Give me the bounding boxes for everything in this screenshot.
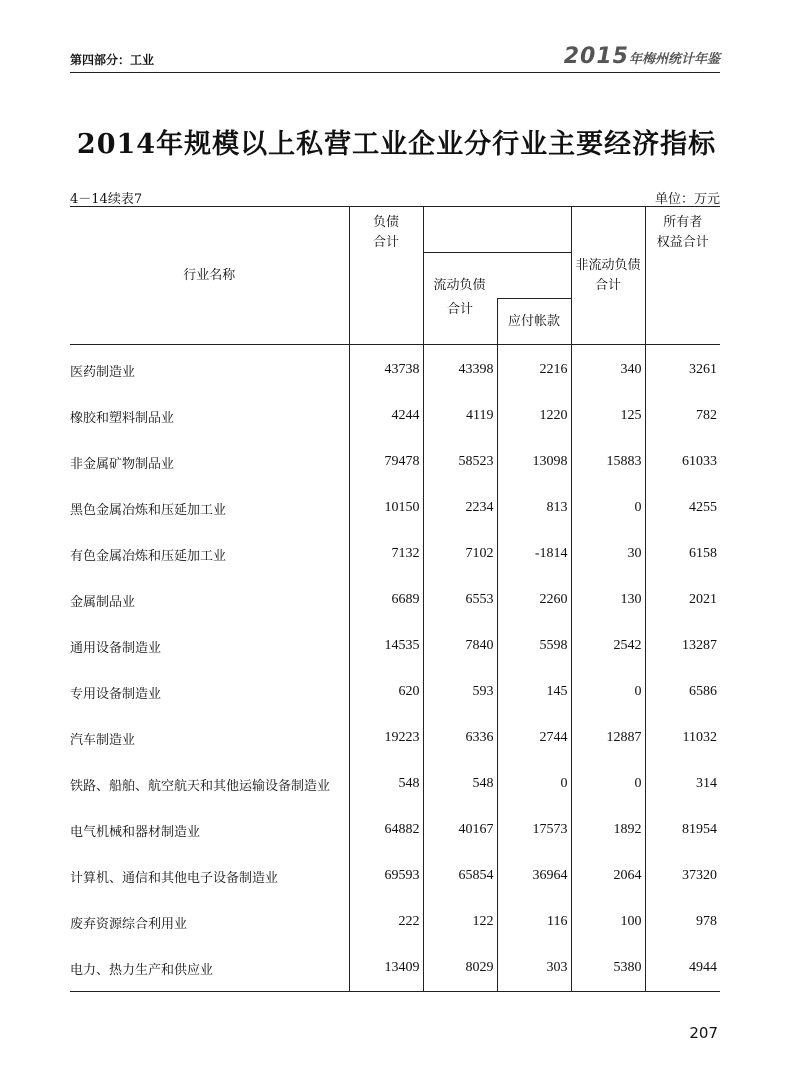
owners-equity-cell: 3261 <box>645 345 720 394</box>
industry-name: 橡胶和塑料制品业 <box>70 410 175 426</box>
total-liabilities-cell: 19223 <box>349 715 423 761</box>
page-header <box>70 42 720 73</box>
table-row <box>70 853 720 899</box>
accounts-payable-cell: 813 <box>497 485 571 531</box>
accounts-payable-cell: 2744 <box>497 715 571 761</box>
current-liabilities-cell: 6336 <box>423 715 497 761</box>
total-liabilities-cell: 7132 <box>349 531 423 577</box>
col-total-liabilities: 负债 合计 <box>349 207 423 345</box>
owners-equity-cell: 4944 <box>645 945 720 992</box>
current-liabilities-cell: 7840 <box>423 623 497 669</box>
current-liabilities-cell: 2234 <box>423 485 497 531</box>
page-title: 2014年规模以上私营工业企业分行业主要经济指标 <box>76 129 717 160</box>
owners-equity-cell: 978 <box>645 899 720 945</box>
current-liabilities-cell: 65854 <box>423 853 497 899</box>
owners-equity-cell: 37320 <box>645 853 720 899</box>
industry-name: 电气机械和器材制造业 <box>70 824 201 840</box>
table-row <box>70 761 720 807</box>
table-row <box>70 945 720 992</box>
owners-equity-cell: 11032 <box>645 715 720 761</box>
col-owners-equity: 所有者 权益合计 <box>645 207 720 345</box>
noncurrent-liabilities-cell: 125 <box>571 393 645 439</box>
yearbook-year: 2015 <box>563 44 629 69</box>
table-row <box>70 531 720 577</box>
noncurrent-liabilities-cell: 0 <box>571 485 645 531</box>
accounts-payable-cell: 116 <box>497 899 571 945</box>
table-number: 4－14续表7 <box>70 192 143 207</box>
table-header <box>70 207 720 345</box>
yearbook-label <box>564 44 720 69</box>
table-row <box>70 623 720 669</box>
industry-name: 汽车制造业 <box>70 732 136 748</box>
noncurrent-liabilities-cell: 5380 <box>571 945 645 992</box>
total-liabilities-cell: 43738 <box>349 345 423 394</box>
accounts-payable-cell: 2216 <box>497 345 571 394</box>
accounts-payable-cell: 145 <box>497 669 571 715</box>
total-liabilities-cell: 14535 <box>349 623 423 669</box>
accounts-payable-cell: 5598 <box>497 623 571 669</box>
owners-equity-cell: 4255 <box>645 485 720 531</box>
table-row <box>70 899 720 945</box>
noncurrent-liabilities-cell: 1892 <box>571 807 645 853</box>
owners-equity-cell: 314 <box>645 761 720 807</box>
total-liabilities-cell: 10150 <box>349 485 423 531</box>
noncurrent-liabilities-cell: 2064 <box>571 853 645 899</box>
indicator-table <box>70 206 720 992</box>
industry-name: 金属制品业 <box>70 594 136 610</box>
total-liabilities-cell: 620 <box>349 669 423 715</box>
owners-equity-cell: 61033 <box>645 439 720 485</box>
noncurrent-liabilities-cell: 12887 <box>571 715 645 761</box>
owners-equity-cell: 2021 <box>645 577 720 623</box>
col-spacer <box>423 207 571 253</box>
total-liabilities-cell: 548 <box>349 761 423 807</box>
accounts-payable-cell: 17573 <box>497 807 571 853</box>
owners-equity-cell: 13287 <box>645 623 720 669</box>
total-liabilities-cell: 79478 <box>349 439 423 485</box>
owners-equity-cell: 81954 <box>645 807 720 853</box>
accounts-payable-cell: 13098 <box>497 439 571 485</box>
owners-equity-cell: 6158 <box>645 531 720 577</box>
industry-name: 废弃资源综合利用业 <box>70 916 188 932</box>
total-liabilities-cell: 6689 <box>349 577 423 623</box>
accounts-payable-cell: 36964 <box>497 853 571 899</box>
owners-equity-cell: 782 <box>645 393 720 439</box>
current-liabilities-cell: 122 <box>423 899 497 945</box>
noncurrent-liabilities-cell: 15883 <box>571 439 645 485</box>
current-liabilities-cell: 4119 <box>423 393 497 439</box>
accounts-payable-cell: 303 <box>497 945 571 992</box>
current-liabilities-cell: 548 <box>423 761 497 807</box>
noncurrent-liabilities-cell: 100 <box>571 899 645 945</box>
industry-name: 有色金属冶炼和压延加工业 <box>70 548 227 564</box>
total-liabilities-cell: 13409 <box>349 945 423 992</box>
page-number: 207 <box>689 1024 718 1042</box>
total-liabilities-cell: 69593 <box>349 853 423 899</box>
industry-name: 专用设备制造业 <box>70 686 162 702</box>
accounts-payable-cell: 2260 <box>497 577 571 623</box>
accounts-payable-cell: 1220 <box>497 393 571 439</box>
table-row <box>70 577 720 623</box>
noncurrent-liabilities-cell: 30 <box>571 531 645 577</box>
table-row <box>70 345 720 394</box>
noncurrent-liabilities-cell: 130 <box>571 577 645 623</box>
industry-name: 黑色金属冶炼和压延加工业 <box>70 502 227 518</box>
col-noncurrent-liabilities: 非流动负债 合计 <box>571 207 645 345</box>
current-liabilities-cell: 43398 <box>423 345 497 394</box>
unit-label: 单位：万元 <box>654 192 720 207</box>
noncurrent-liabilities-cell: 0 <box>571 761 645 807</box>
noncurrent-liabilities-cell: 340 <box>571 345 645 394</box>
table-body <box>70 345 720 992</box>
table-row <box>70 393 720 439</box>
noncurrent-liabilities-cell: 2542 <box>571 623 645 669</box>
table-row <box>70 715 720 761</box>
col-current-liabilities-total: 合计 <box>423 299 497 345</box>
current-liabilities-cell: 6553 <box>423 577 497 623</box>
industry-name: 医药制造业 <box>70 364 136 380</box>
table-row <box>70 807 720 853</box>
table-row <box>70 439 720 485</box>
current-liabilities-cell: 7102 <box>423 531 497 577</box>
total-liabilities-cell: 222 <box>349 899 423 945</box>
section-label: 第四部分：工业 <box>70 53 155 67</box>
owners-equity-cell: 6586 <box>645 669 720 715</box>
current-liabilities-cell: 8029 <box>423 945 497 992</box>
industry-name: 电力、热力生产和供应业 <box>70 945 349 992</box>
total-liabilities-cell: 4244 <box>349 393 423 439</box>
current-liabilities-cell: 40167 <box>423 807 497 853</box>
total-liabilities-cell: 64882 <box>349 807 423 853</box>
current-liabilities-cell: 593 <box>423 669 497 715</box>
industry-name: 非金属矿物制品业 <box>70 456 175 472</box>
noncurrent-liabilities-cell: 0 <box>571 669 645 715</box>
current-liabilities-cell: 58523 <box>423 439 497 485</box>
industry-name: 通用设备制造业 <box>70 640 162 656</box>
table-row <box>70 485 720 531</box>
table-row <box>70 669 720 715</box>
col-accounts-payable: 应付帐款 <box>497 299 571 345</box>
col-industry: 行业名称 <box>70 207 349 345</box>
yearbook-name: 年梅州统计年鉴 <box>628 52 720 67</box>
industry-name: 铁路、船舶、航空航天和其他运输设备制造业 <box>70 778 331 794</box>
industry-name: 计算机、通信和其他电子设备制造业 <box>70 870 279 886</box>
accounts-payable-cell: -1814 <box>497 531 571 577</box>
col-current-liabilities-group: 流动负债 <box>423 253 571 299</box>
accounts-payable-cell: 0 <box>497 761 571 807</box>
